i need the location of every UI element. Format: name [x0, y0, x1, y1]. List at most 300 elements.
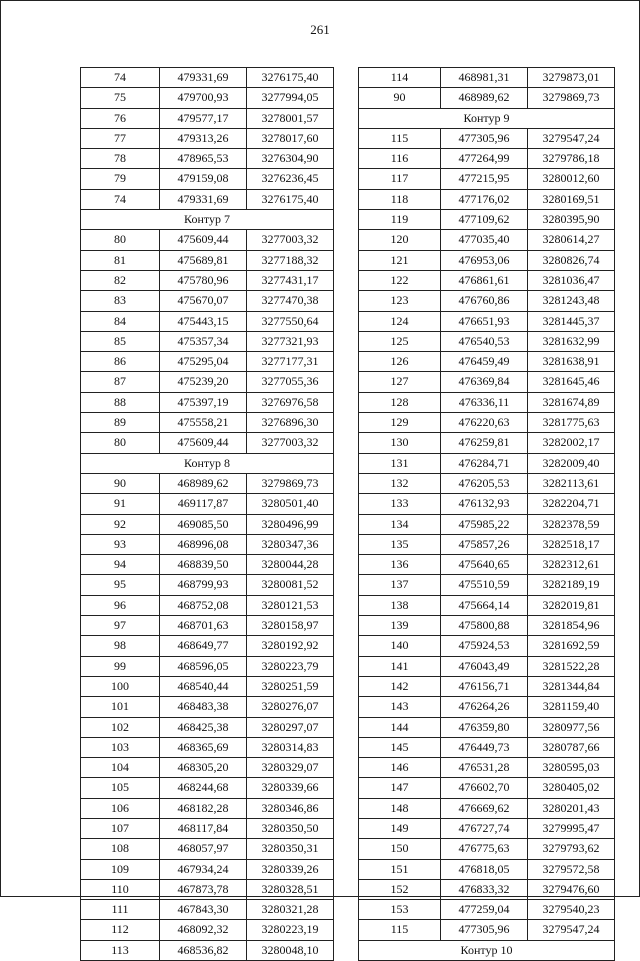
- point-number-cell: 115: [359, 920, 441, 940]
- table-row: [81, 494, 334, 514]
- x-coordinate-cell: 475609,44: [160, 433, 247, 453]
- y-coordinate-cell: 3282113,61: [528, 473, 615, 493]
- x-coordinate-cell: 479159,08: [160, 169, 247, 189]
- x-coordinate-cell: 475397,19: [160, 392, 247, 412]
- point-number-cell: 126: [359, 352, 441, 372]
- point-number-cell: 115: [359, 128, 441, 148]
- y-coordinate-cell: 3280169,51: [528, 189, 615, 209]
- y-coordinate-cell: 3282002,17: [528, 433, 615, 453]
- y-coordinate-cell: 3280787,66: [528, 737, 615, 757]
- point-number-cell: 76: [81, 108, 160, 128]
- y-coordinate-cell: 3280339,26: [247, 859, 334, 879]
- x-coordinate-cell: 476861,61: [441, 270, 528, 290]
- table-row: [81, 697, 334, 717]
- y-coordinate-cell: 3279873,01: [528, 68, 615, 88]
- table-row: [81, 595, 334, 615]
- x-coordinate-cell: 476775,63: [441, 839, 528, 859]
- y-coordinate-cell: 3281775,63: [528, 413, 615, 433]
- table-row: [81, 778, 334, 798]
- x-coordinate-cell: 468799,93: [160, 575, 247, 595]
- table-row: [359, 514, 615, 534]
- table-row: [81, 392, 334, 412]
- table-row: [359, 778, 615, 798]
- point-number-cell: 113: [81, 940, 160, 960]
- point-number-cell: 152: [359, 879, 441, 899]
- table-row: [359, 656, 615, 676]
- coordinates-table-right: [358, 67, 615, 961]
- y-coordinate-cell: 3277003,32: [247, 230, 334, 250]
- point-number-cell: 102: [81, 717, 160, 737]
- x-coordinate-cell: 468305,20: [160, 758, 247, 778]
- x-coordinate-cell: 476953,06: [441, 250, 528, 270]
- point-number-cell: 90: [359, 88, 441, 108]
- y-coordinate-cell: 3279572,58: [528, 859, 615, 879]
- x-coordinate-cell: 479331,69: [160, 68, 247, 88]
- x-coordinate-cell: 476531,28: [441, 758, 528, 778]
- point-number-cell: 90: [81, 473, 160, 493]
- x-coordinate-cell: 468752,08: [160, 595, 247, 615]
- table-row: [81, 575, 334, 595]
- x-coordinate-cell: 475510,59: [441, 575, 528, 595]
- x-coordinate-cell: 475558,21: [160, 413, 247, 433]
- point-number-cell: 128: [359, 392, 441, 412]
- y-coordinate-cell: 3280276,07: [247, 697, 334, 717]
- x-coordinate-cell: 476220,63: [441, 413, 528, 433]
- table-row: [359, 88, 615, 108]
- y-coordinate-cell: 3282189,19: [528, 575, 615, 595]
- y-coordinate-cell: 3280977,56: [528, 717, 615, 737]
- table-row: [81, 331, 334, 351]
- y-coordinate-cell: 3276236,45: [247, 169, 334, 189]
- x-coordinate-cell: 479313,26: [160, 128, 247, 148]
- point-number-cell: 138: [359, 595, 441, 615]
- table-row: [81, 68, 334, 88]
- x-coordinate-cell: 468989,62: [160, 473, 247, 493]
- y-coordinate-cell: 3277188,32: [247, 250, 334, 270]
- x-coordinate-cell: 468536,82: [160, 940, 247, 960]
- y-coordinate-cell: 3279547,24: [528, 128, 615, 148]
- point-number-cell: 94: [81, 555, 160, 575]
- x-coordinate-cell: 468540,44: [160, 676, 247, 696]
- point-number-cell: 84: [81, 311, 160, 331]
- x-coordinate-cell: 476727,74: [441, 818, 528, 838]
- table-row: [359, 555, 615, 575]
- x-coordinate-cell: 475780,96: [160, 270, 247, 290]
- y-coordinate-cell: 3277431,17: [247, 270, 334, 290]
- table-row: [81, 798, 334, 818]
- table-row: [359, 473, 615, 493]
- x-coordinate-cell: 469085,50: [160, 514, 247, 534]
- table-row: [359, 859, 615, 879]
- contour-heading-row: [359, 940, 615, 960]
- table-row: [359, 534, 615, 554]
- table-row: [359, 331, 615, 351]
- point-number-cell: 101: [81, 697, 160, 717]
- y-coordinate-cell: 3280395,90: [528, 210, 615, 230]
- table-row: [359, 311, 615, 331]
- point-number-cell: 111: [81, 900, 160, 920]
- table-row: [359, 717, 615, 737]
- y-coordinate-cell: 3280328,51: [247, 879, 334, 899]
- y-coordinate-cell: 3279786,18: [528, 149, 615, 169]
- table-row: [81, 859, 334, 879]
- y-coordinate-cell: 3279869,73: [247, 473, 334, 493]
- x-coordinate-cell: 476833,32: [441, 879, 528, 899]
- point-number-cell: 106: [81, 798, 160, 818]
- y-coordinate-cell: 3281344,84: [528, 676, 615, 696]
- table-row: [359, 575, 615, 595]
- table-row: [81, 433, 334, 453]
- point-number-cell: 96: [81, 595, 160, 615]
- point-number-cell: 140: [359, 636, 441, 656]
- table-row: [359, 758, 615, 778]
- point-number-cell: 114: [359, 68, 441, 88]
- y-coordinate-cell: 3280251,59: [247, 676, 334, 696]
- table-row: [81, 656, 334, 676]
- point-number-cell: 153: [359, 900, 441, 920]
- y-coordinate-cell: 3282312,61: [528, 555, 615, 575]
- y-coordinate-cell: 3281036,47: [528, 270, 615, 290]
- point-number-cell: 77: [81, 128, 160, 148]
- contour-heading: Контур 7: [81, 210, 334, 230]
- y-coordinate-cell: 3279540,23: [528, 900, 615, 920]
- x-coordinate-cell: 476459,49: [441, 352, 528, 372]
- x-coordinate-cell: 477215,95: [441, 169, 528, 189]
- y-coordinate-cell: 3280595,03: [528, 758, 615, 778]
- x-coordinate-cell: 476760,86: [441, 291, 528, 311]
- table-row: [359, 433, 615, 453]
- table-row: [81, 311, 334, 331]
- y-coordinate-cell: 3280347,36: [247, 534, 334, 554]
- table-row: [359, 595, 615, 615]
- point-number-cell: 132: [359, 473, 441, 493]
- y-coordinate-cell: 3280350,50: [247, 818, 334, 838]
- x-coordinate-cell: 479331,69: [160, 189, 247, 209]
- contour-heading-row: [81, 210, 334, 230]
- x-coordinate-cell: 476669,62: [441, 798, 528, 818]
- point-number-cell: 104: [81, 758, 160, 778]
- x-coordinate-cell: 476540,53: [441, 331, 528, 351]
- y-coordinate-cell: 3280321,28: [247, 900, 334, 920]
- x-coordinate-cell: 479700,93: [160, 88, 247, 108]
- x-coordinate-cell: 476651,93: [441, 311, 528, 331]
- contour-heading-row: [359, 108, 615, 128]
- y-coordinate-cell: 3278001,57: [247, 108, 334, 128]
- y-coordinate-cell: 3276304,90: [247, 149, 334, 169]
- x-coordinate-cell: 476449,73: [441, 737, 528, 757]
- x-coordinate-cell: 477109,62: [441, 210, 528, 230]
- table-row: [359, 494, 615, 514]
- table-row: [359, 818, 615, 838]
- point-number-cell: 95: [81, 575, 160, 595]
- y-coordinate-cell: 3276976,58: [247, 392, 334, 412]
- y-coordinate-cell: 3280405,02: [528, 778, 615, 798]
- point-number-cell: 81: [81, 250, 160, 270]
- point-number-cell: 144: [359, 717, 441, 737]
- y-coordinate-cell: 3282518,17: [528, 534, 615, 554]
- table-row: [81, 149, 334, 169]
- y-coordinate-cell: 3281638,91: [528, 352, 615, 372]
- y-coordinate-cell: 3280201,43: [528, 798, 615, 818]
- point-number-cell: 91: [81, 494, 160, 514]
- point-number-cell: 147: [359, 778, 441, 798]
- point-number-cell: 119: [359, 210, 441, 230]
- y-coordinate-cell: 3276896,30: [247, 413, 334, 433]
- table-row: [81, 717, 334, 737]
- contour-heading: Контур 9: [359, 108, 615, 128]
- y-coordinate-cell: 3282009,40: [528, 453, 615, 473]
- y-coordinate-cell: 3280012,60: [528, 169, 615, 189]
- coordinates-table-left: [80, 67, 334, 961]
- point-number-cell: 80: [81, 230, 160, 250]
- x-coordinate-cell: 475295,04: [160, 352, 247, 372]
- point-number-cell: 121: [359, 250, 441, 270]
- point-number-cell: 135: [359, 534, 441, 554]
- table-row: [359, 68, 615, 88]
- y-coordinate-cell: 3280048,10: [247, 940, 334, 960]
- y-coordinate-cell: 3277055,36: [247, 372, 334, 392]
- x-coordinate-cell: 468596,05: [160, 656, 247, 676]
- table-row: [81, 737, 334, 757]
- contour-heading: Контур 8: [81, 453, 334, 473]
- table-row: [81, 514, 334, 534]
- x-coordinate-cell: 468483,38: [160, 697, 247, 717]
- table-row: [81, 230, 334, 250]
- table-row: [81, 250, 334, 270]
- point-number-cell: 80: [81, 433, 160, 453]
- y-coordinate-cell: 3280496,99: [247, 514, 334, 534]
- table-row: [81, 920, 334, 940]
- point-number-cell: 83: [81, 291, 160, 311]
- table-row: [81, 900, 334, 920]
- point-number-cell: 120: [359, 230, 441, 250]
- y-coordinate-cell: 3280297,07: [247, 717, 334, 737]
- y-coordinate-cell: 3281854,96: [528, 616, 615, 636]
- table-row: [359, 230, 615, 250]
- x-coordinate-cell: 467843,30: [160, 900, 247, 920]
- x-coordinate-cell: 468839,50: [160, 555, 247, 575]
- point-number-cell: 122: [359, 270, 441, 290]
- point-number-cell: 86: [81, 352, 160, 372]
- point-number-cell: 93: [81, 534, 160, 554]
- point-number-cell: 103: [81, 737, 160, 757]
- table-row: [81, 758, 334, 778]
- point-number-cell: 145: [359, 737, 441, 757]
- y-coordinate-cell: 3279476,60: [528, 879, 615, 899]
- y-coordinate-cell: 3280826,74: [528, 250, 615, 270]
- table-row: [81, 372, 334, 392]
- y-coordinate-cell: 3281645,46: [528, 372, 615, 392]
- y-coordinate-cell: 3282019,81: [528, 595, 615, 615]
- y-coordinate-cell: 3277550,64: [247, 311, 334, 331]
- table-row: [81, 291, 334, 311]
- table-row: [359, 169, 615, 189]
- x-coordinate-cell: 478965,53: [160, 149, 247, 169]
- x-coordinate-cell: 476284,71: [441, 453, 528, 473]
- x-coordinate-cell: 468057,97: [160, 839, 247, 859]
- point-number-cell: 143: [359, 697, 441, 717]
- table-row: [359, 372, 615, 392]
- point-number-cell: 151: [359, 859, 441, 879]
- x-coordinate-cell: 476132,93: [441, 494, 528, 514]
- y-coordinate-cell: 3281692,59: [528, 636, 615, 656]
- x-coordinate-cell: 477305,96: [441, 128, 528, 148]
- y-coordinate-cell: 3277470,38: [247, 291, 334, 311]
- y-coordinate-cell: 3281159,40: [528, 697, 615, 717]
- page-number: 261: [310, 22, 330, 37]
- point-number-cell: 139: [359, 616, 441, 636]
- table-row: [81, 108, 334, 128]
- x-coordinate-cell: 476259,81: [441, 433, 528, 453]
- y-coordinate-cell: 3277994,05: [247, 88, 334, 108]
- point-number-cell: 105: [81, 778, 160, 798]
- point-number-cell: 98: [81, 636, 160, 656]
- x-coordinate-cell: 475357,34: [160, 331, 247, 351]
- point-number-cell: 79: [81, 169, 160, 189]
- point-number-cell: 99: [81, 656, 160, 676]
- y-coordinate-cell: 3280346,86: [247, 798, 334, 818]
- point-number-cell: 117: [359, 169, 441, 189]
- y-coordinate-cell: 3281243,48: [528, 291, 615, 311]
- table-row: [81, 189, 334, 209]
- y-coordinate-cell: 3277321,93: [247, 331, 334, 351]
- y-coordinate-cell: 3280223,19: [247, 920, 334, 940]
- point-number-cell: 148: [359, 798, 441, 818]
- point-number-cell: 124: [359, 311, 441, 331]
- y-coordinate-cell: 3279995,47: [528, 818, 615, 838]
- x-coordinate-cell: 475443,15: [160, 311, 247, 331]
- x-coordinate-cell: 476156,71: [441, 676, 528, 696]
- point-number-cell: 100: [81, 676, 160, 696]
- table-row: [359, 210, 615, 230]
- y-coordinate-cell: 3280158,97: [247, 616, 334, 636]
- table-row: [359, 697, 615, 717]
- point-number-cell: 150: [359, 839, 441, 859]
- x-coordinate-cell: 477035,40: [441, 230, 528, 250]
- y-coordinate-cell: 3281632,99: [528, 331, 615, 351]
- y-coordinate-cell: 3277177,31: [247, 352, 334, 372]
- y-coordinate-cell: 3282204,71: [528, 494, 615, 514]
- y-coordinate-cell: 3280614,27: [528, 230, 615, 250]
- x-coordinate-cell: 476336,11: [441, 392, 528, 412]
- x-coordinate-cell: 475640,65: [441, 555, 528, 575]
- x-coordinate-cell: 475689,81: [160, 250, 247, 270]
- table-row: [359, 737, 615, 757]
- point-number-cell: 116: [359, 149, 441, 169]
- contour-heading-row: [81, 453, 334, 473]
- y-coordinate-cell: 3277003,32: [247, 433, 334, 453]
- table-row: [359, 616, 615, 636]
- x-coordinate-cell: 475800,88: [441, 616, 528, 636]
- point-number-cell: 142: [359, 676, 441, 696]
- x-coordinate-cell: 477305,96: [441, 920, 528, 940]
- x-coordinate-cell: 475239,20: [160, 372, 247, 392]
- x-coordinate-cell: 468701,63: [160, 616, 247, 636]
- x-coordinate-cell: 475609,44: [160, 230, 247, 250]
- table-row: [359, 798, 615, 818]
- x-coordinate-cell: 476369,84: [441, 372, 528, 392]
- x-coordinate-cell: 468996,08: [160, 534, 247, 554]
- table-row: [81, 676, 334, 696]
- table-row: [81, 636, 334, 656]
- point-number-cell: 75: [81, 88, 160, 108]
- point-number-cell: 109: [81, 859, 160, 879]
- table-row: [81, 270, 334, 290]
- table-row: [81, 352, 334, 372]
- table-row: [81, 616, 334, 636]
- x-coordinate-cell: 476205,53: [441, 473, 528, 493]
- y-coordinate-cell: 3280223,79: [247, 656, 334, 676]
- table-row: [81, 88, 334, 108]
- point-number-cell: 74: [81, 189, 160, 209]
- y-coordinate-cell: 3280339,66: [247, 778, 334, 798]
- x-coordinate-cell: 476043,49: [441, 656, 528, 676]
- point-number-cell: 78: [81, 149, 160, 169]
- x-coordinate-cell: 467934,24: [160, 859, 247, 879]
- point-number-cell: 108: [81, 839, 160, 859]
- point-number-cell: 112: [81, 920, 160, 940]
- x-coordinate-cell: 477259,04: [441, 900, 528, 920]
- x-coordinate-cell: 468244,68: [160, 778, 247, 798]
- y-coordinate-cell: 3282378,59: [528, 514, 615, 534]
- point-number-cell: 136: [359, 555, 441, 575]
- x-coordinate-cell: 469117,87: [160, 494, 247, 514]
- y-coordinate-cell: 3281445,37: [528, 311, 615, 331]
- point-number-cell: 129: [359, 413, 441, 433]
- table-row: [81, 128, 334, 148]
- table-row: [359, 453, 615, 473]
- x-coordinate-cell: 468182,28: [160, 798, 247, 818]
- table-row: [359, 250, 615, 270]
- y-coordinate-cell: 3280081,52: [247, 575, 334, 595]
- table-row: [81, 473, 334, 493]
- point-number-cell: 89: [81, 413, 160, 433]
- table-row: [359, 900, 615, 920]
- point-number-cell: 97: [81, 616, 160, 636]
- table-row: [359, 839, 615, 859]
- y-coordinate-cell: 3281522,28: [528, 656, 615, 676]
- x-coordinate-cell: 476602,70: [441, 778, 528, 798]
- table-row: [81, 818, 334, 838]
- point-number-cell: 141: [359, 656, 441, 676]
- point-number-cell: 125: [359, 331, 441, 351]
- y-coordinate-cell: 3280121,53: [247, 595, 334, 615]
- table-row: [359, 413, 615, 433]
- table-row: [81, 169, 334, 189]
- point-number-cell: 88: [81, 392, 160, 412]
- x-coordinate-cell: 468425,38: [160, 717, 247, 737]
- y-coordinate-cell: 3279547,24: [528, 920, 615, 940]
- x-coordinate-cell: 475664,14: [441, 595, 528, 615]
- point-number-cell: 74: [81, 68, 160, 88]
- x-coordinate-cell: 479577,17: [160, 108, 247, 128]
- y-coordinate-cell: 3280044,28: [247, 555, 334, 575]
- table-row: [359, 128, 615, 148]
- y-coordinate-cell: 3280350,31: [247, 839, 334, 859]
- y-coordinate-cell: 3280314,83: [247, 737, 334, 757]
- point-number-cell: 82: [81, 270, 160, 290]
- table-row: [359, 920, 615, 940]
- x-coordinate-cell: 468649,77: [160, 636, 247, 656]
- point-number-cell: 110: [81, 879, 160, 899]
- point-number-cell: 133: [359, 494, 441, 514]
- x-coordinate-cell: 476264,26: [441, 697, 528, 717]
- y-coordinate-cell: 3279793,62: [528, 839, 615, 859]
- x-coordinate-cell: 468117,84: [160, 818, 247, 838]
- table-row: [359, 676, 615, 696]
- y-coordinate-cell: 3280329,07: [247, 758, 334, 778]
- y-coordinate-cell: 3278017,60: [247, 128, 334, 148]
